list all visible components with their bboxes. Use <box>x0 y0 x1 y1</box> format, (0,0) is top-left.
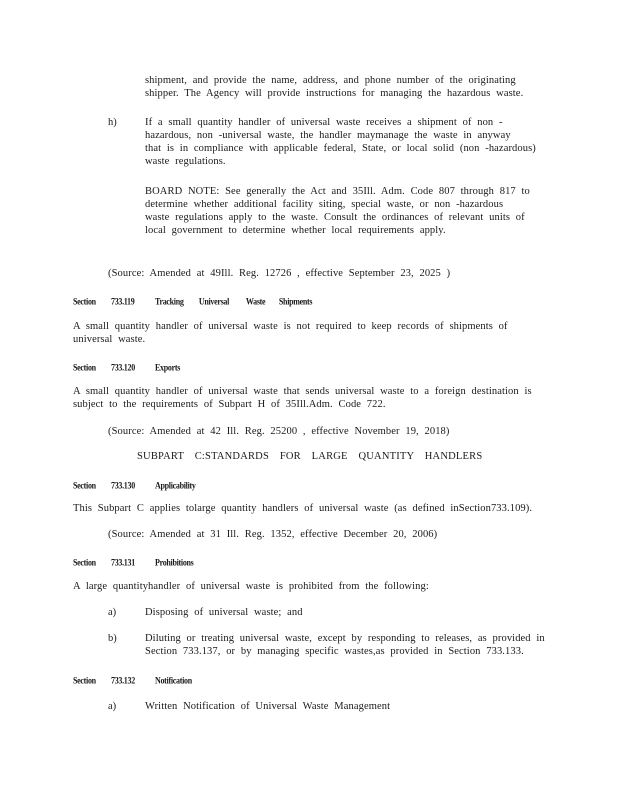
section-word: Section <box>73 480 96 491</box>
continued-paragraph <box>145 74 523 100</box>
text-line: waste regulations. <box>145 156 226 167</box>
text-line: waste regulations apply to the waste. Consult the ordinances of relevant units of <box>145 212 525 223</box>
text-line: Section 733.137, or by managing specific wastes,as provided in Section 733.133. <box>145 646 524 657</box>
text-line: A large quantityhandler of universal waste is prohibited from the following: <box>73 581 429 592</box>
text-line: determine whether additional facility siting, special waste, or non -hazardous <box>145 199 504 210</box>
text-line: Disposing of universal waste; and <box>145 607 303 618</box>
text-line: universal waste. <box>73 334 146 345</box>
section-title: Prohibitions <box>155 557 194 568</box>
section-number: 733.131 <box>111 557 135 568</box>
section-title: Applicability <box>155 480 196 491</box>
section-heading-733-131 <box>73 555 194 570</box>
item-label-b: b) <box>108 633 117 644</box>
section-heading-733-130 <box>73 478 196 493</box>
section-number: 733.120 <box>111 362 135 373</box>
source-text: (Source: Amended at 42 Ill. Reg. 25200 , effective November 19, 2018) <box>108 426 450 437</box>
section-heading-733-132 <box>73 673 192 688</box>
item-a-notification <box>145 700 390 713</box>
text-line: A small quantity handler of universal waste is not required to keep records of shipments of <box>73 321 508 332</box>
source-text: (Source: Amended at 31 Ill. Reg. 1352, effective December 20, 2006) <box>108 529 438 540</box>
item-a-paragraph <box>145 606 303 619</box>
section-title: Notification <box>155 675 192 686</box>
section-heading-733-120 <box>73 360 180 375</box>
text-line: shipment, and provide the name, address, and phone number of the originating <box>145 75 516 86</box>
section-number: 733.119 <box>111 296 135 307</box>
text-line: hazardous, non -universal waste, the handler maymanage the waste in anyway <box>145 130 511 141</box>
source-note-3 <box>108 528 437 541</box>
section-word: Section <box>73 296 96 307</box>
section-word: Section <box>73 362 96 373</box>
section-heading-733-119 <box>73 294 312 309</box>
section-word: Section <box>73 675 96 686</box>
text-line: BOARD NOTE: See generally the Act and 35Ill. Adm. Code 807 through 817 to <box>145 186 530 197</box>
section-title: Tracking Universal Waste Shipments <box>155 296 313 307</box>
item-label-a: a) <box>108 607 117 618</box>
text-line: A small quantity handler of universal waste that sends universal waste to a foreign destination is <box>73 386 532 397</box>
text-line: If a small quantity handler of universal waste receives a shipment of non - <box>145 117 503 128</box>
text-line: subject to the requirements of Subpart H of 35Ill.Adm. Code 722. <box>73 399 386 410</box>
subpart-c-heading: SUBPART C:STANDARDS FOR LARGE QUANTITY HANDLERS <box>137 451 483 462</box>
item-label-a: a) <box>108 701 117 712</box>
section-120-paragraph <box>73 385 532 411</box>
text-line: that is in compliance with applicable federal, State, or local solid (non -hazardous) <box>145 143 536 154</box>
section-131-paragraph <box>73 580 429 593</box>
section-number: 733.130 <box>111 480 135 491</box>
text-line: Written Notification of Universal Waste Management <box>145 701 391 712</box>
item-label-h: h) <box>108 117 117 128</box>
source-text: (Source: Amended at 49Ill. Reg. 12726 , effective September 23, 2025 ) <box>108 268 451 279</box>
section-119-paragraph <box>73 320 508 346</box>
section-word: Section <box>73 557 96 568</box>
item-h-paragraph <box>145 116 536 168</box>
text-line: Diluting or treating universal waste, except by responding to releases, as provided in <box>145 633 545 644</box>
item-b-paragraph <box>145 632 545 658</box>
text-line: local government to determine whether local requirements apply. <box>145 225 446 236</box>
source-note-2 <box>108 425 450 438</box>
section-number: 733.132 <box>111 675 135 686</box>
section-title: Exports <box>155 362 181 373</box>
section-130-paragraph <box>73 502 532 515</box>
board-note <box>145 185 530 237</box>
text-line: shipper. The Agency will provide instructions for managing the hazardous waste. <box>145 88 524 99</box>
source-note-1 <box>108 267 450 280</box>
text-line: This Subpart C applies tolarge quantity handlers of universal waste (as defined inSection733.109). <box>73 503 533 514</box>
